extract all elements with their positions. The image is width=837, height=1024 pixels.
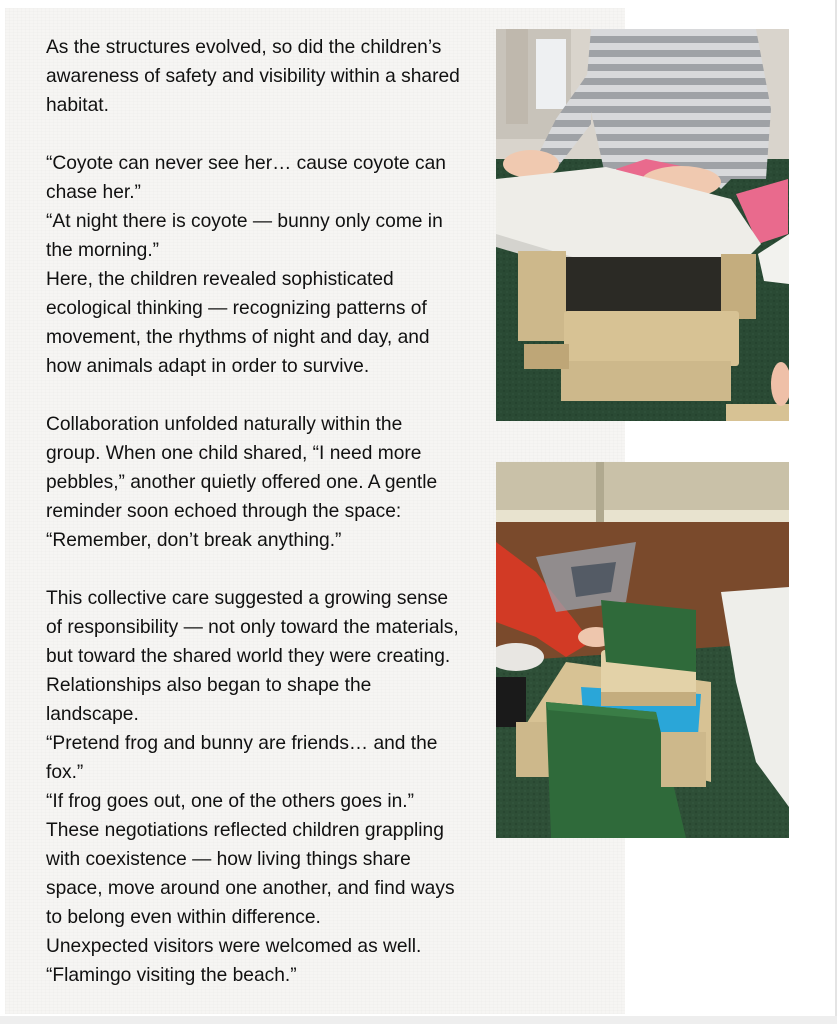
paragraph-4 — [46, 584, 496, 990]
text-line: landscape. — [46, 704, 139, 725]
paragraph-gap — [46, 381, 496, 410]
photo-blue-pool-green-board-enclosure — [496, 462, 789, 838]
text-line: “Coyote can never see her… cause coyote can — [46, 153, 446, 174]
text-line: This collective care suggested a growing sense — [46, 588, 449, 609]
text-line: space, move around one another, and find ways — [46, 878, 455, 899]
text-line: “Flamingo visiting the beach.” — [46, 965, 297, 986]
page-edge-bottom — [0, 1016, 837, 1024]
photo-felt-roof-block-structure — [496, 29, 789, 421]
text-line: ecological thinking — recognizing patterns of — [46, 298, 427, 319]
paragraph-gap — [46, 555, 496, 584]
body-text — [46, 33, 496, 990]
photo-illustration — [496, 462, 789, 838]
text-line: awareness of safety and visibility within a shared — [46, 66, 460, 87]
text-line: but toward the shared world they were creating. — [46, 646, 451, 667]
text-line: movement, the rhythms of night and day, and — [46, 327, 430, 348]
text-line: reminder soon echoed through the space: — [46, 501, 402, 522]
text-line: to belong even within difference. — [46, 907, 321, 928]
text-line: Unexpected visitors were welcomed as well. — [46, 936, 422, 957]
text-line: of responsibility — not only toward the materials, — [46, 617, 459, 638]
text-line: Collaboration unfolded naturally within the — [46, 414, 403, 435]
text-line: the morning.” — [46, 240, 160, 261]
text-line: Here, the children revealed sophisticated — [46, 269, 394, 290]
text-line: Relationships also began to shape the — [46, 675, 372, 696]
text-line: “Remember, don’t break anything.” — [46, 530, 342, 551]
text-line: habitat. — [46, 95, 109, 116]
text-line: “At night there is coyote — bunny only come in — [46, 211, 443, 232]
text-line: with coexistence — how living things share — [46, 849, 411, 870]
text-line: group. When one child shared, “I need more — [46, 443, 422, 464]
paragraph-1 — [46, 33, 496, 120]
text-line: These negotiations reflected children grappling — [46, 820, 444, 841]
text-line: As the structures evolved, so did the children’s — [46, 37, 442, 58]
text-line: “Pretend frog and bunny are friends… and the — [46, 733, 438, 754]
text-line: fox.” — [46, 762, 84, 783]
photo-illustration — [496, 29, 789, 421]
text-line: pebbles,” another quietly offered one. A gentle — [46, 472, 438, 493]
text-line: chase her.” — [46, 182, 141, 203]
text-line: “If frog goes out, one of the others goes in.” — [46, 791, 414, 812]
paragraph-gap — [46, 120, 496, 149]
text-line: how animals adapt in order to survive. — [46, 356, 370, 377]
paragraph-2 — [46, 149, 496, 381]
paragraph-3 — [46, 410, 496, 555]
